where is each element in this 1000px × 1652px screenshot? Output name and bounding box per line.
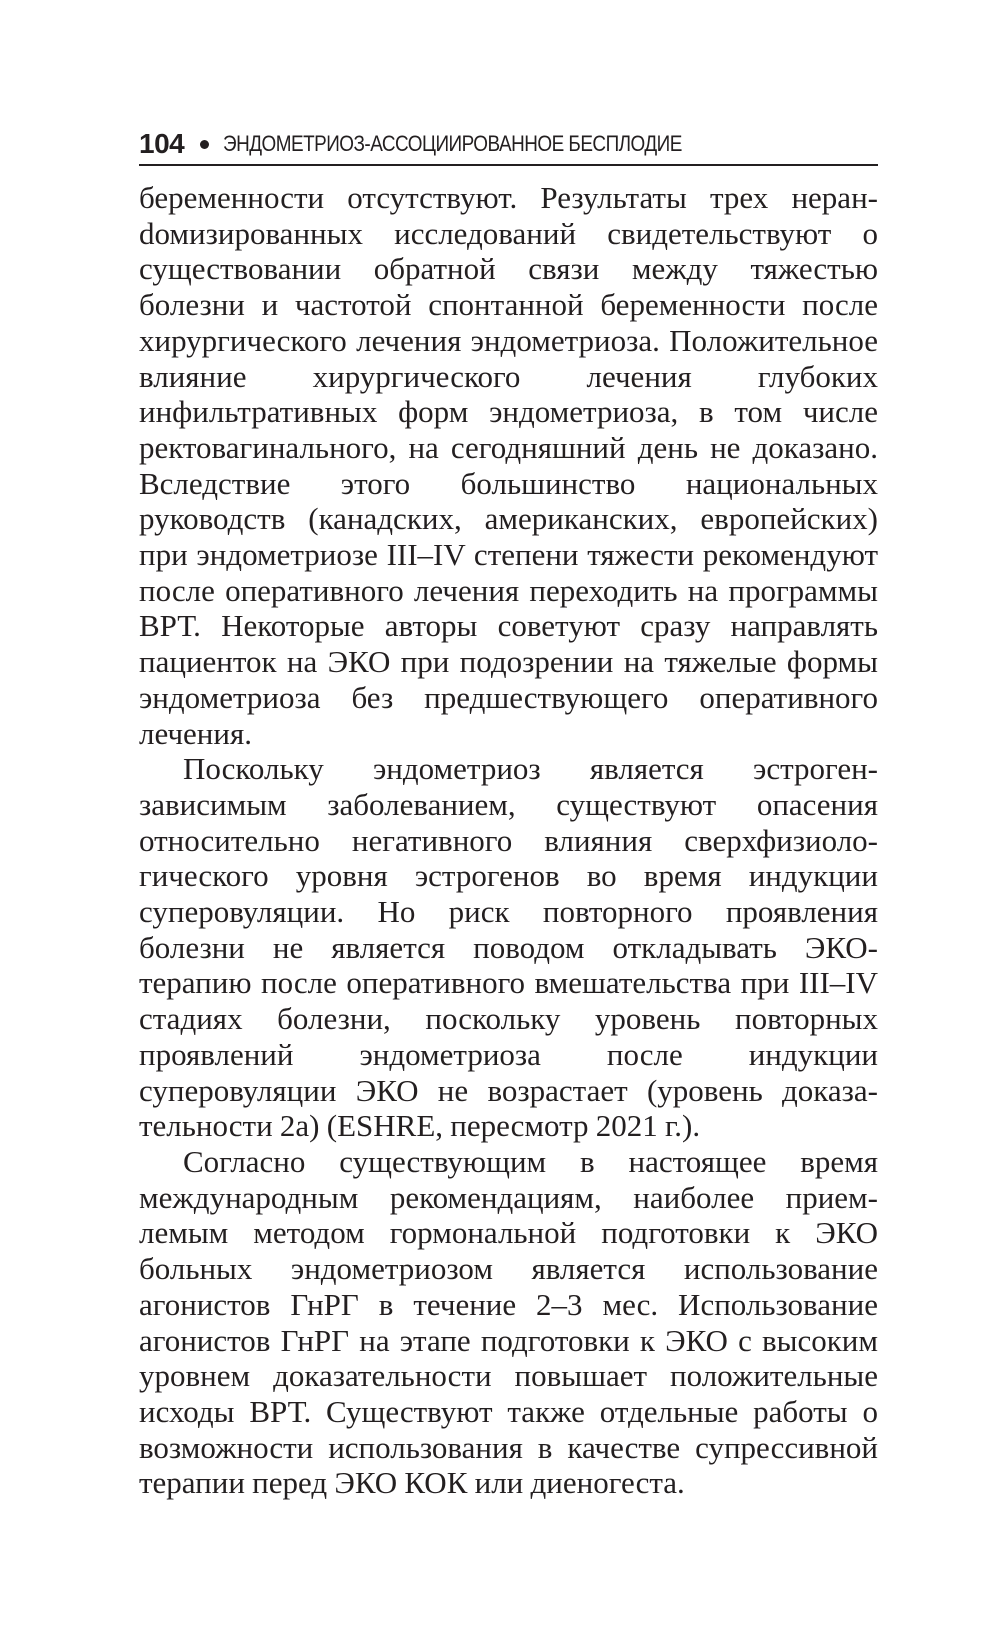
paragraph-1: беременности отсутствуют. Результаты трех неранdомизированных исследований свидетельствуют о существовании обратной связи между тяжестью болезни и частотой спонтанной беременности после хирургического лечения эндометриоза. Положительное влияние хирургического лечения глубоких инфильтративных форм эндометриоза, в том числе ректовагинального, на сегодняшний день не доказано. Вследствие этого большинство национальных руководств (канадских, американских, европейских) при эндометриозе III–IV степени тяжести рекомендуют после оперативного лечения переходить на программы ВРТ. Некоторые авторы советуют сразу направлять пациенток на ЭКО при подозрении на тяжелые формы эндометриоза без предшествующего оперативного лечения. bbox=[139, 180, 878, 751]
paragraph-2: Поскольку эндометриоз является эстрогензависимым заболеванием, существуют опасения относительно негативного влияния сверхфизиологического уровня эстрогенов во время индукции суперовуляции. Но риск повторного проявления болезни не является поводом откладывать ЭКО-терапию после оперативного вмешательства при III–IV стадиях болезни, поскольку уровень повторных проявлений эндометриоза после индукции суперовуляции ЭКО не возрастает (уровень доказательности 2а) (ESHRE, пересмотр 2021 г.). bbox=[139, 751, 878, 1144]
body-text bbox=[139, 180, 878, 1501]
running-head bbox=[139, 124, 878, 166]
chapter-title: ЭНДОМЕТРИОЗ-АССОЦИИРОВАННОЕ БЕСПЛОДИЕ bbox=[223, 131, 683, 156]
bullet-separator-icon bbox=[200, 140, 209, 149]
paragraph-3: Согласно существующим в настоящее время международным рекомендациям, наиболее приемлемым методом гормональной подготовки к ЭКО больных эндометриозом является использование агонистов ГнРГ в течение 2–3 мес. Использование агонистов ГнРГ на этапе подготовки к ЭКО с высоким уровнем доказательности повышает положительные исходы ВРТ. Существуют также отдельные работы о возможности использования в качестве супрессивной терапии перед ЭКО КОК или диеногеста. bbox=[139, 1143, 878, 1501]
page-number: 104 bbox=[139, 128, 185, 159]
